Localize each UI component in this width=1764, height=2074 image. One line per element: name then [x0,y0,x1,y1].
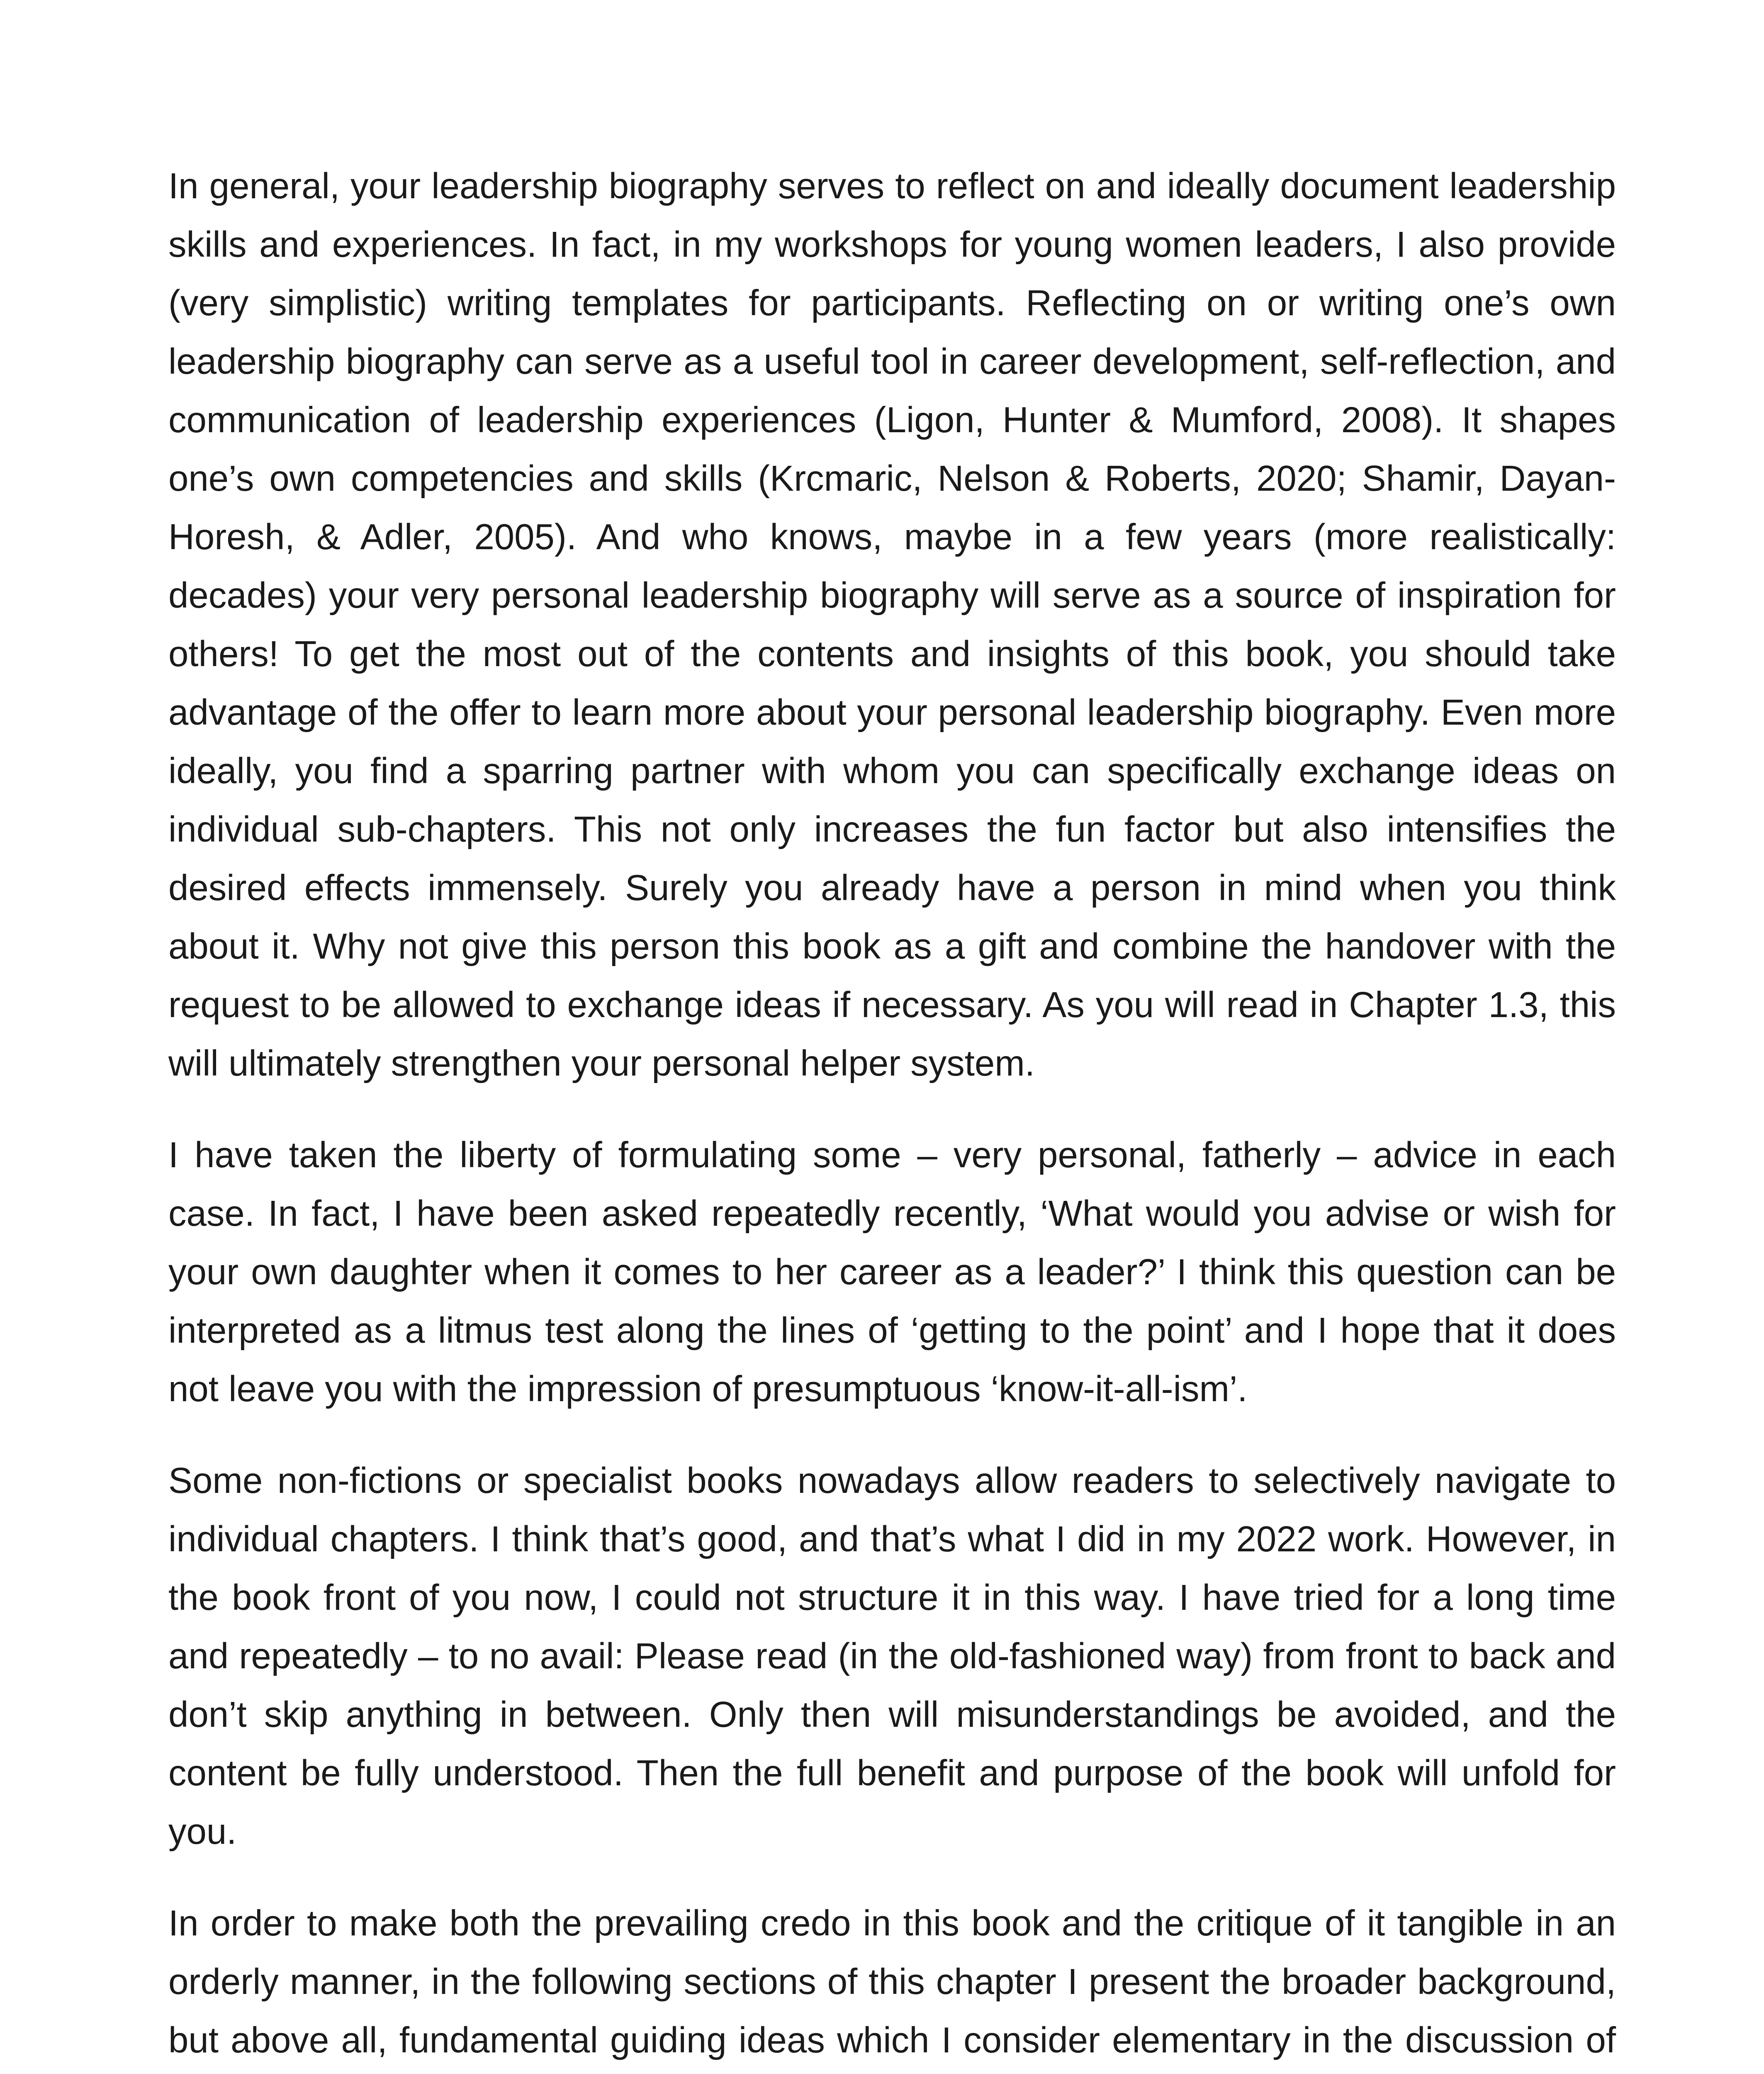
paragraph-1: In general, your leadership biography serves to reflect on and ideally document leadership skills and experiences. In fact, in my workshops for young women leaders, I also provide (very simplistic) writing templates for participants. Reflecting on or writing one’s own leadership biography can serve as a useful tool in career development, self-reflection, and communication of leadership experiences (Ligon, Hunter & Mumford, 2008). It shapes one’s own competencies and skills (Krcmaric, Nelson & Roberts, 2020; Shamir, Dayan-Horesh, & Adler, 2005). And who knows, maybe in a few years (more realistically: decades) your very personal leadership biography will serve as a source of inspiration for others! To get the most out of the contents and insights of this book, you should take advantage of the offer to learn more about your personal leadership biography. Even more ideally, you find a sparring partner with whom you can specifically exchange ideas on individual sub-chapters. This not only increases the fun factor but also intensifies the desired effects immensely. Surely you already have a person in mind when you think about it. Why not give this person this book as a gift and combine the handover with the request to be allowed to exchange ideas if necessary. As you will read in Chapter 1.3, this will ultimately strengthen your personal helper system. [168,166,1616,1083]
body-text [168,157,1616,2074]
paragraph-3: Some non-fictions or specialist books nowadays allow readers to selectively navigate to individual chapters. I think that’s good, and that’s what I did in my 2022 work. However, in the book front of you now, I could not structure it in this way. I have tried for a long time and repeatedly – to no avail: Please read (in the old-fashioned way) from front to back and don’t skip anything in between. Only then will misunderstandings be avoided, and the content be fully understood. Then the full benefit and purpose of the book will unfold for you. [168,1461,1616,1852]
paragraph-2: I have taken the liberty of formulating some – very personal, fatherly – advice in each case. In fact, I have been asked repeatedly recently, ‘What would you advise or wish for your own daughter when it comes to her career as a leader?’ I think this question can be interpreted as a litmus test along the lines of ‘getting to the point’ and I hope that it does not leave you with the impression of presumptuous ‘know-it-all-ism’. [168,1135,1616,1409]
paragraph-4: In order to make both the prevailing credo in this book and the critique of it tangible in an orderly manner, in the following sections of this chapter I present the broader background, but above all, fundamental guiding ideas which I consider elementary in the discussion of [168,1903,1616,2060]
